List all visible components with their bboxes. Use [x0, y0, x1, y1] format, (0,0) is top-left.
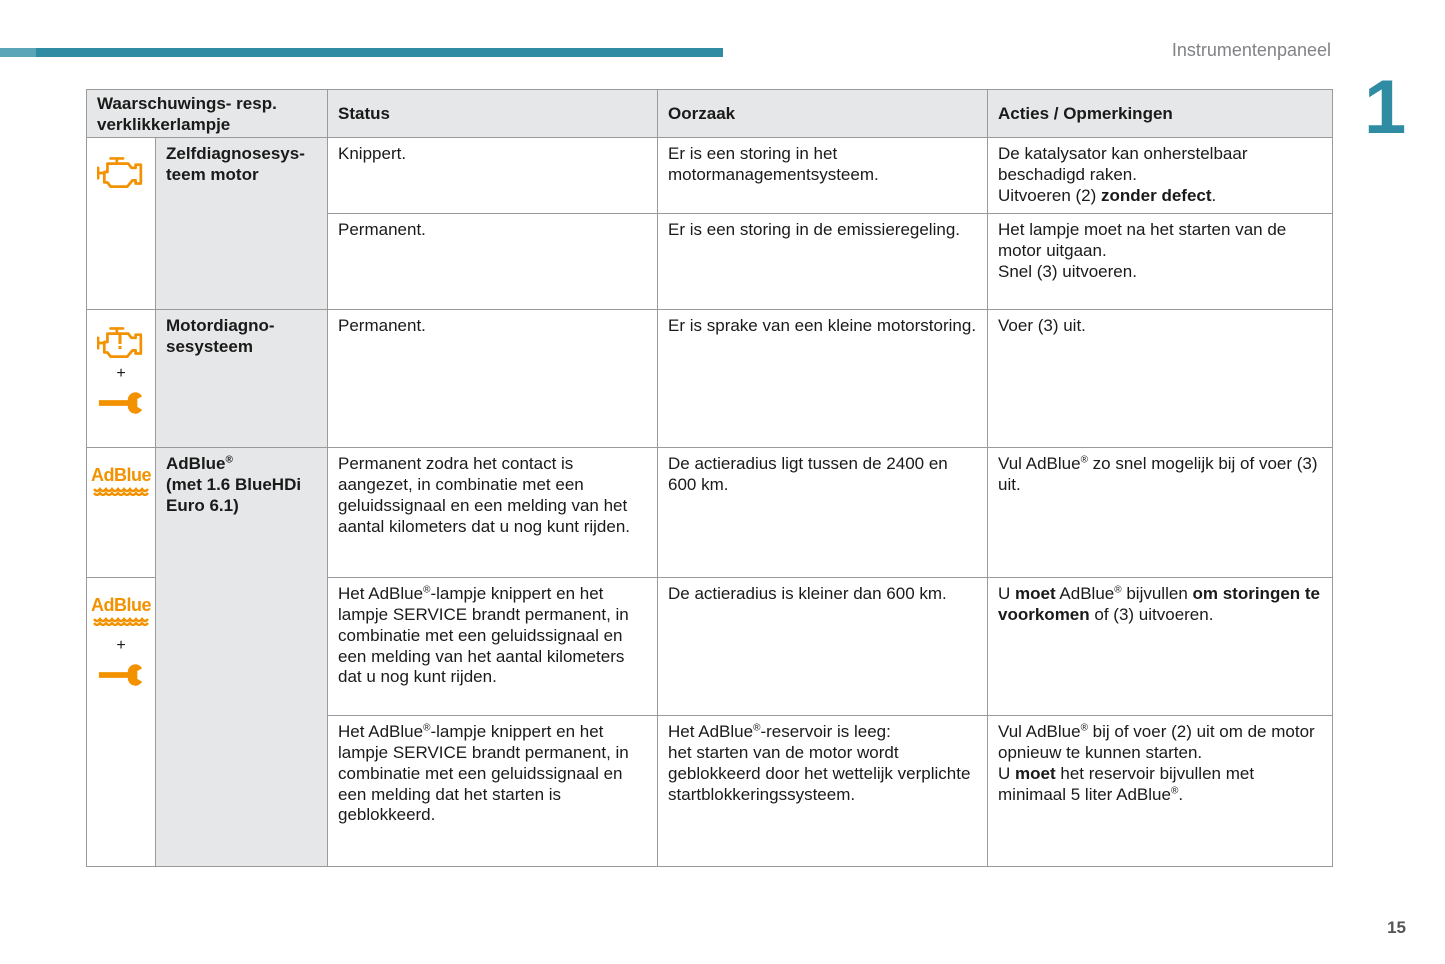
engine-warning-icon — [97, 324, 145, 360]
cause-cell: Er is een storing in de emissieregeling. — [658, 214, 988, 310]
wrench-icon — [97, 664, 145, 686]
cause-cell: Er is een storing in het motormanagementsysteem. — [658, 138, 988, 214]
chapter-number: 1 — [1364, 65, 1407, 150]
table-header-row — [87, 90, 1333, 138]
action-cell: Vul AdBlue® zo snel mogelijk bij of voer (3) uit. — [988, 448, 1333, 578]
lamp-name-cell — [156, 448, 328, 867]
header-cause: Oorzaak — [658, 90, 988, 138]
engine-check-icon — [97, 154, 145, 190]
lamp-name: Motordiagno-sesysteem — [166, 316, 275, 357]
adblue-icon: AdBlue — [91, 466, 151, 496]
cause-cell: Het AdBlue®-reservoir is leeg: het starten van de motor wordt geblokkeerd door het wettelijk verplichte startblokkeringssysteem. — [658, 716, 988, 867]
wrench-icon — [97, 392, 145, 414]
action-cell: De katalysator kan onherstelbaar beschadigd raken. Uitvoeren (2) zonder defect. — [988, 138, 1333, 214]
lamp-name: AdBlue® (met 1.6 BlueHDi Euro 6.1) — [166, 454, 302, 515]
warning-lamps-table — [86, 89, 1333, 867]
status-cell: Permanent. — [328, 310, 658, 448]
status-cell: Het AdBlue®-lampje knippert en het lampje SERVICE brandt permanent, in combinatie met een geluidssignaal en een melding van het aantal kilometers dat u nog kunt rijden. — [328, 578, 658, 716]
status-cell: Permanent zodra het contact is aangezet, in combinatie met een geluidssignaal en een melding van het aantal kilometers dat u nog kunt rijden. — [328, 448, 658, 578]
status-cell: Knippert. — [328, 138, 658, 214]
icon-cell — [87, 310, 156, 448]
table-row — [87, 138, 1333, 214]
header-status: Status — [328, 90, 658, 138]
header-accent-bar-light — [0, 48, 36, 57]
cause-cell: De actieradius ligt tussen de 2400 en 600 km. — [658, 448, 988, 578]
icon-cell — [87, 448, 156, 578]
action-cell: Vul AdBlue® bij of voer (2) uit om de motor opnieuw te kunnen starten. U moet het reservoir bijvullen met minimaal 5 liter AdBlue®. — [988, 716, 1333, 867]
header-actions: Acties / Opmerkingen — [988, 90, 1333, 138]
adblue-icon: AdBlue — [91, 596, 151, 626]
icon-cell — [87, 138, 156, 310]
action-cell: U moet AdBlue® bijvullen om storingen te voorkomen of (3) uitvoeren. — [988, 578, 1333, 716]
table-row — [87, 310, 1333, 448]
cause-cell: De actieradius is kleiner dan 600 km. — [658, 578, 988, 716]
action-cell: Het lampje moet na het starten van de motor uitgaan. Snel (3) uitvoeren. — [988, 214, 1333, 310]
status-cell: Het AdBlue®-lampje knippert en het lampje SERVICE brandt permanent, in combinatie met een geluidssignaal en een melding dat het starten is geblokkeerd. — [328, 716, 658, 867]
plus-sign: + — [116, 637, 126, 655]
lamp-name: Zelfdiagnosesys-teem motor — [166, 144, 305, 185]
section-title: Instrumentenpaneel — [1171, 40, 1331, 60]
page-number: 15 — [1387, 918, 1406, 937]
lamp-name-cell — [156, 310, 328, 448]
status-cell: Permanent. — [328, 214, 658, 310]
icon-cell — [87, 578, 156, 867]
action-cell: Voer (3) uit. — [988, 310, 1333, 448]
lamp-name-cell — [156, 138, 328, 310]
plus-sign: + — [116, 365, 126, 383]
header-lamp: Waarschuwings- resp. verklikkerlampje — [87, 90, 328, 138]
cause-cell: Er is sprake van een kleine motorstoring. — [658, 310, 988, 448]
table-row — [87, 448, 1333, 578]
header-accent-bar — [36, 48, 723, 57]
